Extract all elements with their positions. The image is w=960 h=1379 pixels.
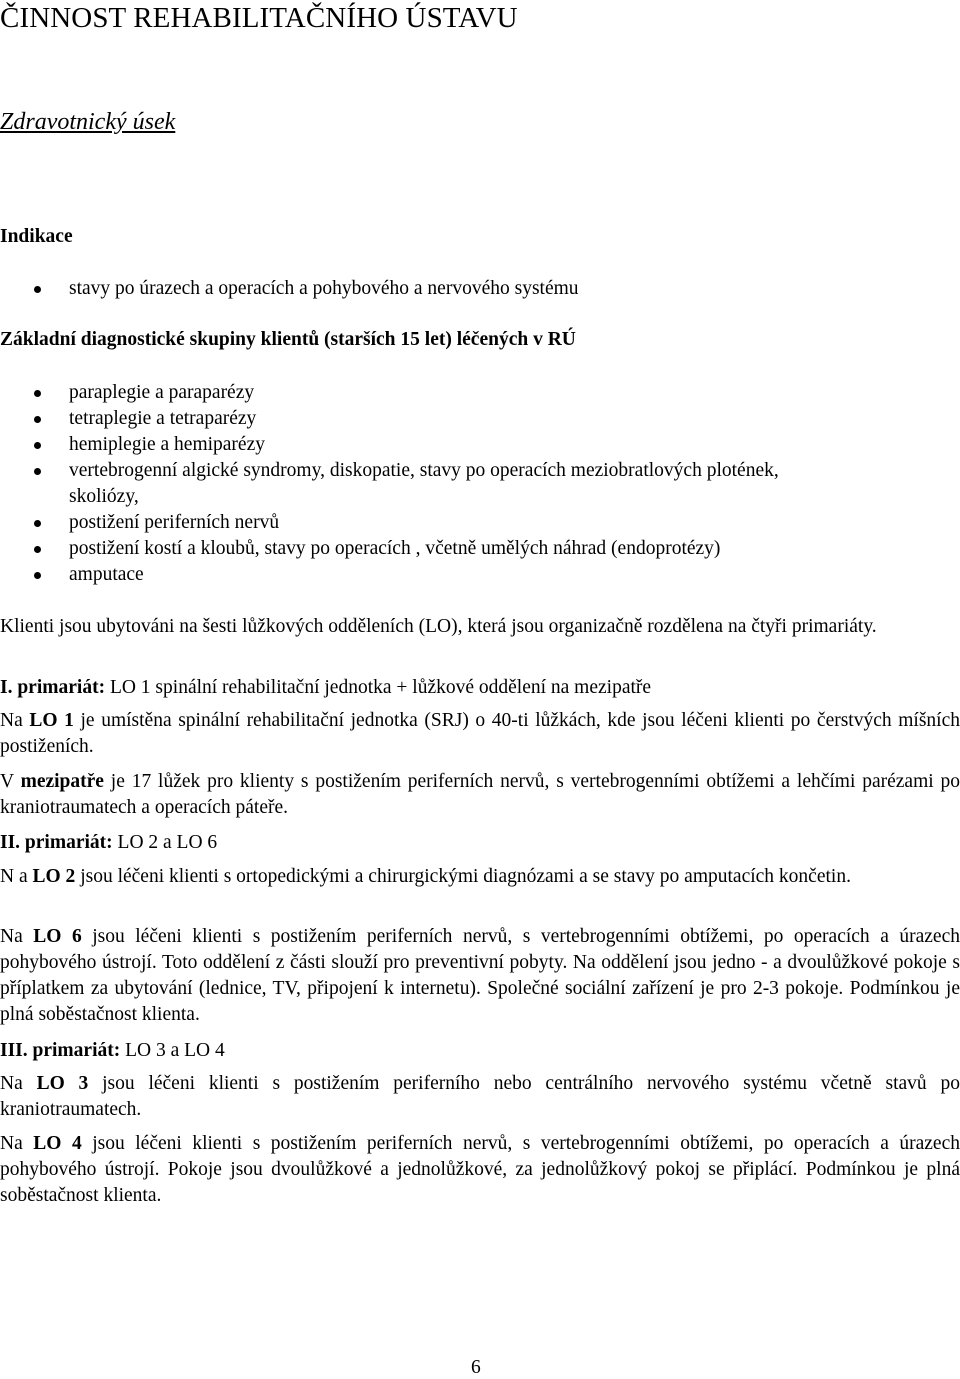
primariat-3-paragraph-b: Na LO 4 jsou léčeni klienti s postižením periferních nervů, s vertebrogenními obtížemi, po operacích a úrazech pohybového ústrojí. Pokoje jsou dvoulůžkové a jednolůžkové, za jednolůžkový pokoj se připlácí. Podmínkou je plná soběstačnost klienta.: [0, 1133, 960, 1206]
list-item: amputace: [0, 562, 779, 588]
bullet-icon: [34, 572, 41, 579]
list-item: postižení periferních nervů: [0, 510, 779, 536]
primariat-3-paragraph-a: Na LO 3 jsou léčeni klienti s postižením periferního nebo centrálního nervového systému včetně stavů po kraniotraumatech.: [0, 1073, 960, 1120]
skupiny-list: [0, 380, 779, 588]
bullet-icon: [34, 468, 41, 475]
bullet-icon: [34, 286, 41, 293]
section-subtitle: Zdravotnický úsek: [0, 109, 176, 135]
intro-paragraph: Klienti jsou ubytováni na šesti lůžkových odděleních (LO), která jsou organizačně rozdělena na čtyři primariáty.: [0, 616, 877, 637]
list-item: paraplegie a paraparézy: [0, 380, 779, 406]
primariat-2-heading: II. primariát: LO 2 a LO 6: [0, 832, 218, 853]
primariat-3-label: III. primariát:: [0, 1040, 121, 1061]
page-title: ČINNOST REHABILITAČNÍHO ÚSTAVU: [0, 2, 518, 34]
primariat-1-paragraph-b: V mezipatře je 17 lůžek pro klienty s postižením periferních nervů, s vertebrogenními obtížemi a lehčími parézami po kraniotraumatech a operacích páteře.: [0, 771, 960, 818]
primariat-2-label: II. primariát:: [0, 832, 113, 853]
primariat-3-heading: III. primariát: LO 3 a LO 4: [0, 1040, 225, 1061]
indikace-heading: Indikace: [0, 226, 73, 247]
primariat-1-paragraph-a: Na LO 1 je umístěna spinální rehabilitační jednotka (SRJ) o 40-ti lůžkách, kde jsou léčeni klienti po čerstvých míšních postiženích.: [0, 710, 960, 757]
primariat-1-label: I. primariát:: [0, 677, 106, 698]
primariat-2-paragraph-b: Na LO 6 jsou léčeni klienti s postižením periferních nervů, s vertebrogenními obtížemi, po operacích a úrazech pohybového ústrojí. Toto oddělení z části slouží pro preventivní pobyty. Na oddělení jsou jedno - a dvoulůžkové pokoje s příplatkem za ubytování (lednice, TV, připojení k internetu). Společné sociální zařízení je pro 2-3 pokoje. Podmínkou je plná soběstačnost klienta.: [0, 926, 960, 1025]
list-item: vertebrogenní algické syndromy, diskopatie, stavy po operacích meziobratlových plotének,: [0, 458, 779, 484]
skupiny-heading: Základní diagnostické skupiny klientů (starších 15 let) léčených v RÚ: [0, 329, 576, 350]
list-item: postižení kostí a kloubů, stavy po operacích , včetně umělých náhrad (endoprotézy): [0, 536, 779, 562]
bullet-icon: [34, 520, 41, 527]
bullet-icon: [34, 416, 41, 423]
list-item: stavy po úrazech a operacích a pohybového a nervového systému: [0, 276, 579, 302]
indikace-list: [0, 276, 579, 302]
primariat-2-paragraph-a: N a LO 2 jsou léčeni klienti s ortopedickými a chirurgickými diagnózami a se stavy po amputacích končetin.: [0, 866, 851, 887]
primariat-1-heading: I. primariát: LO 1 spinální rehabilitační jednotka + lůžkové oddělení na mezipatře: [0, 677, 652, 698]
list-item-continuation: skoliózy,: [69, 486, 139, 507]
bullet-icon: [34, 390, 41, 397]
bullet-icon: [34, 546, 41, 553]
list-item: tetraplegie a tetraparézy: [0, 406, 779, 432]
list-item: hemiplegie a hemiparézy: [0, 432, 779, 458]
bullet-icon: [34, 442, 41, 449]
page-number: 6: [471, 1357, 481, 1378]
